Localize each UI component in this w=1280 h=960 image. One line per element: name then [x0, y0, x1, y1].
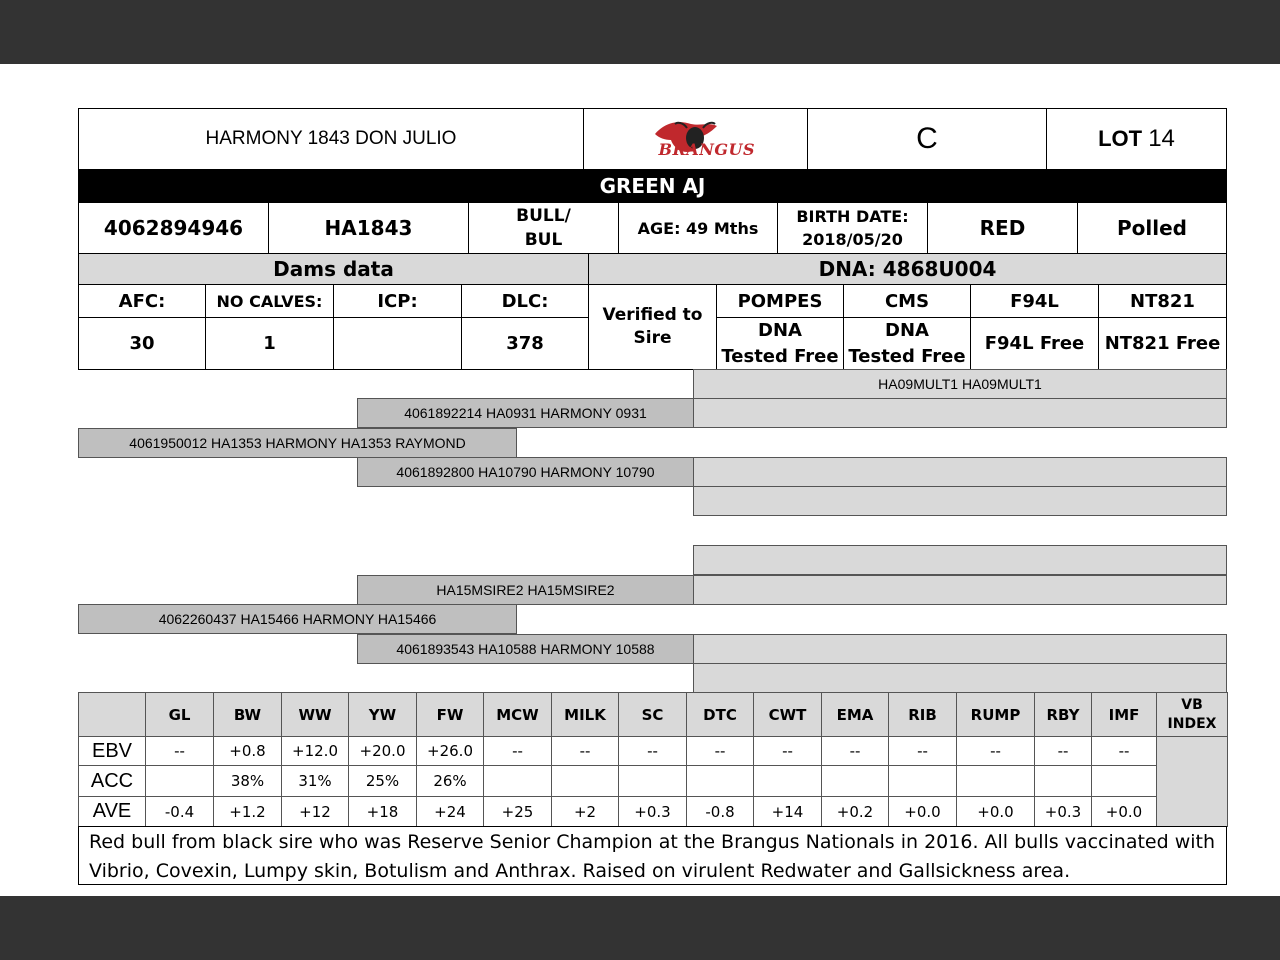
pedigree-dam [78, 604, 517, 634]
colour-cell [927, 202, 1078, 254]
perf-header-mcw: MCW [483, 692, 552, 737]
verified-line1: Verified to [602, 305, 703, 325]
breeder-name: GREEN AJ [599, 174, 706, 198]
perf-cell-ebv-ww: +12.0 [281, 736, 349, 766]
pedigree-empty-6 [693, 634, 1227, 664]
perf-cell-ebv-gl: -- [145, 736, 214, 766]
perf-row-label-acc: ACC [78, 765, 146, 797]
dna-test-name: CMS [884, 290, 930, 312]
perf-cell-ave-gl: -0.4 [145, 796, 214, 827]
dna-test-f94l-header [970, 284, 1099, 318]
pedigree-text: 4061893543 HA10588 HARMONY 10588 [396, 641, 655, 657]
perf-cell-ave-rby: +0.3 [1034, 796, 1092, 827]
dna-test-f94l-result [970, 317, 1099, 370]
birth-date-value: 2018/05/20 [802, 230, 903, 249]
perf-cell-acc-imf [1091, 765, 1157, 797]
dna-result-line2: Tested Free [721, 345, 839, 367]
perf-header-sc: SC [618, 692, 687, 737]
perf-cell-ave-imf: +0.0 [1091, 796, 1157, 827]
dna-test-name: POMPES [737, 290, 823, 312]
perf-cell-ebv-mcw: -- [483, 736, 552, 766]
perf-header-ww: WW [281, 692, 349, 737]
perf-cell-acc-rump [956, 765, 1035, 797]
dams-header-text: AFC: [118, 290, 166, 312]
perf-cell-ebv-dtc: -- [686, 736, 754, 766]
perf-cell-acc-rby [1034, 765, 1092, 797]
viewer-bottom-bar [0, 896, 1280, 960]
registration-cell [78, 202, 269, 254]
lot-label: LOT [1098, 126, 1143, 151]
perf-cell-acc-cwt [753, 765, 822, 797]
perf-header-yw: YW [348, 692, 417, 737]
perf-header-imf: IMF [1091, 692, 1157, 737]
pedigree-text: 4061892800 HA10790 HARMONY 10790 [396, 464, 655, 480]
dams-header-icp [333, 284, 462, 318]
perf-cell-acc-ww: 31% [281, 765, 349, 797]
dna-test-nt821-result [1098, 317, 1227, 370]
pedigree-sire-dam [357, 457, 694, 487]
perf-cell-acc-ema [821, 765, 889, 797]
pedigree-dam-dam [357, 634, 694, 664]
dna-result-line1: NT821 Free [1104, 333, 1221, 354]
perf-cell-ebv-ema: -- [821, 736, 889, 766]
perf-cell-acc-sc [618, 765, 687, 797]
perf-row-label-ebv: EBV [78, 736, 146, 766]
perf-header-milk: MILK [551, 692, 619, 737]
lot-cell [1046, 108, 1227, 170]
dna-result-line1: DNA [758, 319, 802, 341]
perf-header-vb-index [1156, 692, 1228, 737]
birth-date-cell [777, 202, 928, 254]
perf-cell-ave-fw: +24 [416, 796, 484, 827]
dna-test-pompes-result [716, 317, 844, 370]
perf-cell-acc-rib [888, 765, 957, 797]
perf-header-rump: RUMP [956, 692, 1035, 737]
horn-status-value: Polled [1117, 216, 1187, 240]
dams-header-no-calves [205, 284, 334, 318]
dams-value-no-calves [205, 317, 334, 370]
viewer-top-bar [0, 0, 1280, 64]
dna-test-pompes-header [716, 284, 844, 318]
perf-cell-ave-mcw: +25 [483, 796, 552, 827]
perf-cell-ave-ema: +0.2 [821, 796, 889, 827]
dams-header-text: NO CALVES: [216, 291, 323, 311]
sex-line1: BULL/ [516, 206, 571, 226]
dna-result-line1: F94L Free [984, 333, 1085, 354]
pedigree-empty-1 [693, 398, 1227, 428]
perf-cell-ave-rib: +0.0 [888, 796, 957, 827]
pedigree-empty-7 [693, 663, 1227, 693]
dams-value-text: 1 [263, 333, 276, 354]
verified-to-sire-cell [588, 284, 717, 370]
perf-cell-ebv-bw: +0.8 [213, 736, 282, 766]
horn-status-cell [1077, 202, 1227, 254]
dna-test-name: F94L [1010, 290, 1059, 312]
vb-line1: VB [1181, 696, 1203, 713]
dna-test-cms-header [843, 284, 971, 318]
perf-cell-acc-mcw [483, 765, 552, 797]
perf-cell-ebv-rby: -- [1034, 736, 1092, 766]
perf-cell-ebv-sc: -- [618, 736, 687, 766]
perf-header-fw: FW [416, 692, 484, 737]
perf-cell-ave-rump: +0.0 [956, 796, 1035, 827]
verified-line2: Sire [633, 328, 672, 348]
grade-cell [807, 108, 1047, 170]
perf-cell-acc-dtc [686, 765, 754, 797]
dams-value-text: 30 [129, 333, 155, 354]
perf-header-gl: GL [145, 692, 214, 737]
perf-cell-ebv-fw: +26.0 [416, 736, 484, 766]
grade-value: C [916, 122, 938, 155]
perf-cell-ave-yw: +18 [348, 796, 417, 827]
perf-header-dtc: DTC [686, 692, 754, 737]
perf-cell-ave-ww: +12 [281, 796, 349, 827]
perf-cell-ave-milk: +2 [551, 796, 619, 827]
perf-cell-ave-bw: +1.2 [213, 796, 282, 827]
perf-cell-ebv-cwt: -- [753, 736, 822, 766]
perf-cell-ebv-imf: -- [1091, 736, 1157, 766]
pedigree-text: HA15MSIRE2 HA15MSIRE2 [436, 582, 615, 598]
dna-test-name: NT821 [1130, 290, 1195, 312]
lot-number: 14 [1148, 125, 1175, 152]
description-text: Red bull from black sire who was Reserve Senior Champion at the Brangus Nationals in 2016. All bulls vaccinated with Vibrio, Covexin, Lumpy skin, Botulism and Anthrax. Raised on virulent Redwater and Gallsickness area. [78, 826, 1227, 885]
age-value: AGE: 49 Mths [637, 218, 759, 238]
birth-date-label: BIRTH DATE: [796, 207, 909, 226]
age-cell [618, 202, 778, 254]
animal-name-cell [78, 108, 584, 170]
perf-cell-acc-bw: 38% [213, 765, 282, 797]
dams-header-afc [78, 284, 206, 318]
logo-cell [583, 108, 808, 170]
dams-data-title-text: Dams data [273, 257, 394, 281]
pedigree-sire-sire [357, 398, 694, 428]
dams-value-afc [78, 317, 206, 370]
dna-title-text: DNA: 4868U004 [818, 257, 997, 281]
registration-number: 4062894946 [103, 216, 244, 240]
perf-row-label-ave: AVE [78, 796, 146, 827]
dams-header-text: DLC: [501, 290, 549, 312]
perf-header-corner [78, 692, 146, 737]
perf-cell-acc-fw: 26% [416, 765, 484, 797]
perf-cell-ebv-milk: -- [551, 736, 619, 766]
pedigree-text: HA09MULT1 HA09MULT1 [878, 376, 1042, 392]
brangus-logo [621, 114, 771, 164]
dna-test-cms-result [843, 317, 971, 370]
pedigree-sire [78, 428, 517, 458]
pedigree-empty-3 [693, 486, 1227, 516]
ident-value: HA1843 [324, 216, 413, 240]
perf-cell-ebv-rib: -- [888, 736, 957, 766]
vb-line2: INDEX [1167, 715, 1217, 732]
perf-cell-ave-cwt: +14 [753, 796, 822, 827]
perf-header-rib: RIB [888, 692, 957, 737]
perf-header-rby: RBY [1034, 692, 1092, 737]
dams-value-dlc [461, 317, 589, 370]
perf-cell-ebv-yw: +20.0 [348, 736, 417, 766]
dams-value-icp [333, 317, 462, 370]
animal-name: HARMONY 1843 DON JULIO [205, 128, 457, 149]
breeder-bar [78, 169, 1227, 203]
pedigree-empty-5 [693, 575, 1227, 605]
perf-header-bw: BW [213, 692, 282, 737]
colour-value: RED [979, 216, 1026, 240]
dna-title [588, 253, 1227, 285]
perf-cell-ave-dtc: -0.8 [686, 796, 754, 827]
dams-header-dlc [461, 284, 589, 318]
pedigree-sire-sire-sire [693, 369, 1227, 399]
pedigree-empty-2 [693, 457, 1227, 487]
perf-cell-ave-sc: +0.3 [618, 796, 687, 827]
pedigree-text: 4061950012 HA1353 HARMONY HA1353 RAYMOND [129, 435, 466, 451]
perf-cell-acc-milk [551, 765, 619, 797]
dna-test-nt821-header [1098, 284, 1227, 318]
dams-data-title [78, 253, 589, 285]
perf-vb-index-value [1156, 736, 1228, 827]
perf-cell-acc-gl [145, 765, 214, 797]
pedigree-text: 4062260437 HA15466 HARMONY HA15466 [158, 611, 437, 627]
ident-cell [268, 202, 469, 254]
dna-result-line1: DNA [885, 319, 929, 341]
pedigree-empty-4 [693, 545, 1227, 575]
pedigree-dam-sire [357, 575, 694, 605]
pedigree-text: 4061892214 HA0931 HARMONY 0931 [404, 405, 647, 421]
dams-value-text: 378 [506, 333, 544, 354]
sex-line2: BUL [524, 230, 563, 250]
logo-text: BRANGUS [658, 140, 756, 159]
perf-header-cwt: CWT [753, 692, 822, 737]
perf-cell-ebv-rump: -- [956, 736, 1035, 766]
sex-cell [468, 202, 619, 254]
dna-result-line2: Tested Free [848, 345, 966, 367]
perf-cell-acc-yw: 25% [348, 765, 417, 797]
dams-header-text: ICP: [377, 290, 418, 312]
perf-header-ema: EMA [821, 692, 889, 737]
